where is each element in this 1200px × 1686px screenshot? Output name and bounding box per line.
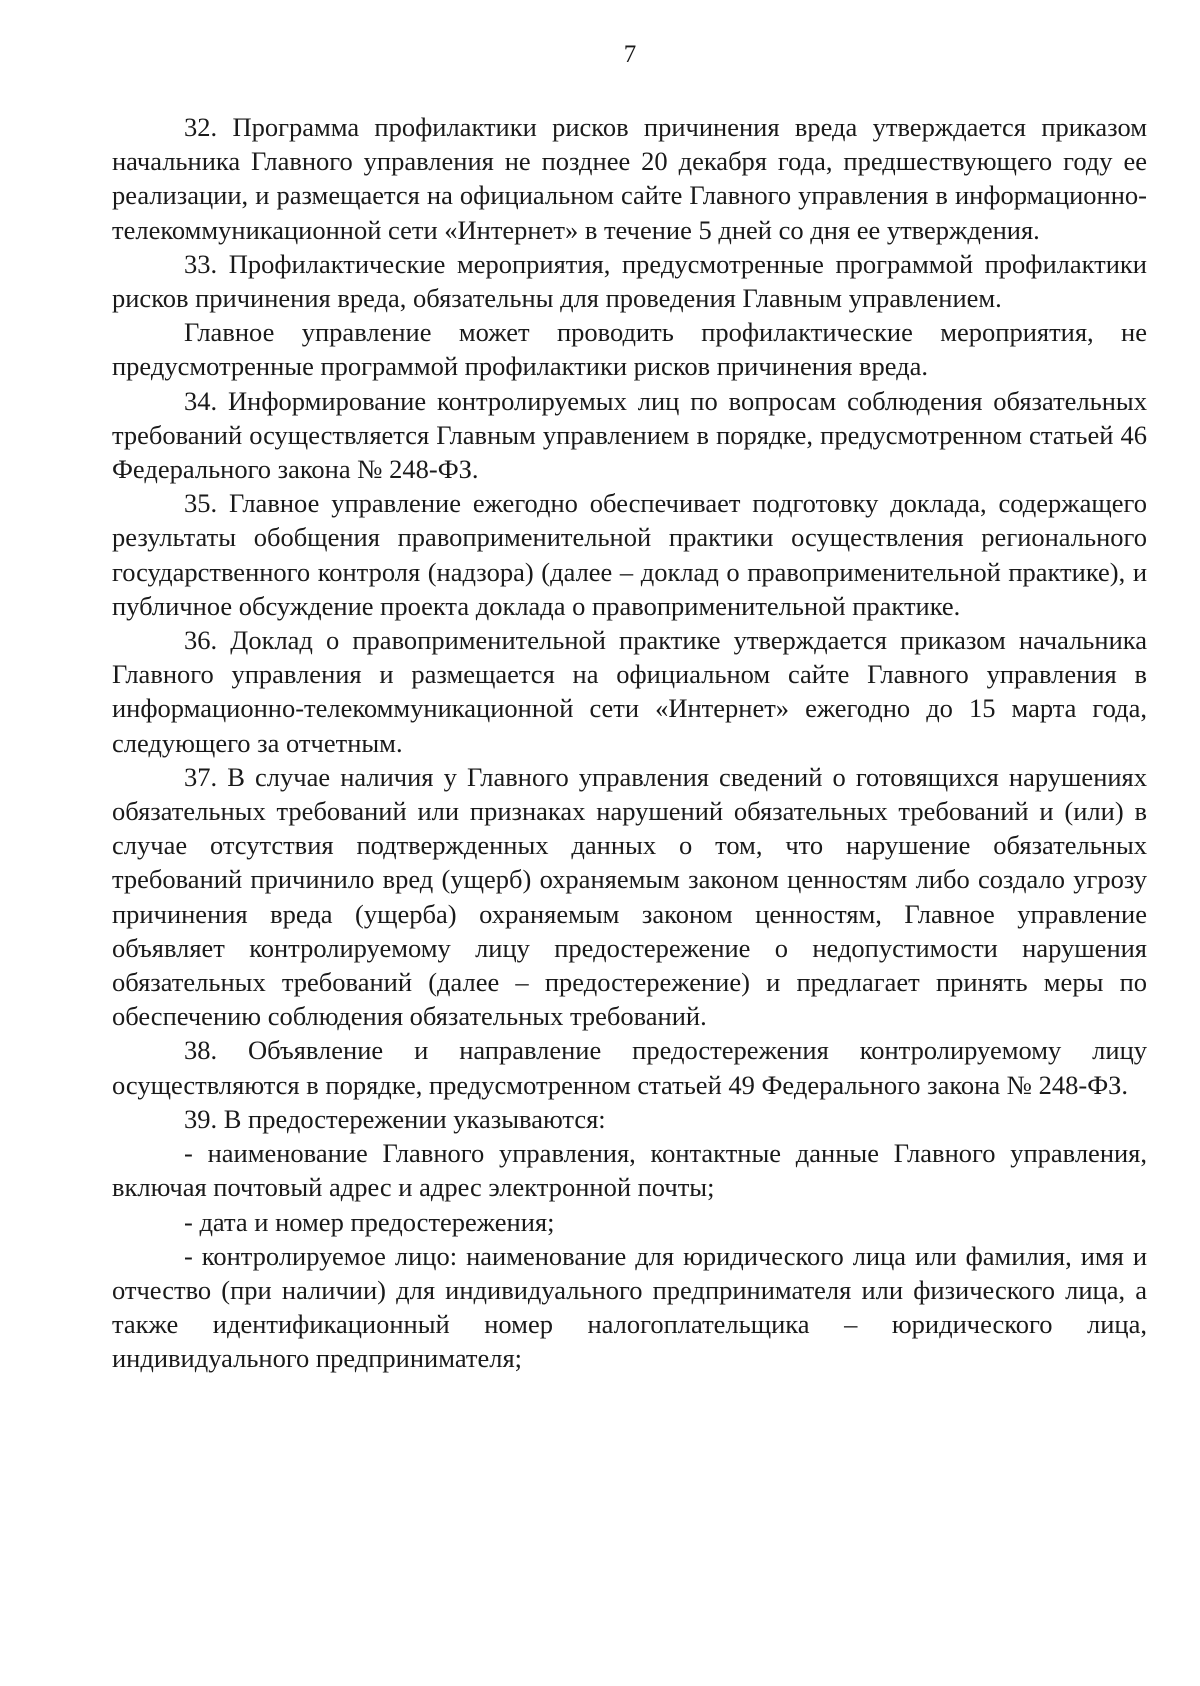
paragraph-34: 34. Информирование контролируемых лиц по вопросам соблюдения обязательных требований осуществляется Главным управлением в порядке, предусмотренном статьей 46 Федерального закона № 248-ФЗ. [112, 385, 1147, 485]
paragraph-39: 39. В предостережении указываются: [184, 1103, 606, 1134]
paragraph-35: 35. Главное управление ежегодно обеспечивает подготовку доклада, содержащего результаты обобщения правоприменительной практики осуществления регионального государственного контроля (надзора) (далее – доклад о правоприменительной практике), и публичное обсуждение проекта доклада о правоприменительной практике. [112, 488, 1147, 621]
list-item-authority: - наименование Главного управления, контактные данные Главного управления, включая почтовый адрес и адрес электронной почты; [112, 1138, 1147, 1203]
paragraph-36: 36. Доклад о правоприменительной практике утверждается приказом начальника Главного управления и размещается на официальном сайте Главного управления в информационно-телекоммуникационной сети «Интернет» ежегодно до 15 марта года, следующего за отчетным. [112, 625, 1147, 758]
document-body [112, 110, 1147, 1376]
paragraph-33: 33. Профилактические мероприятия, предусмотренные программой профилактики рисков причинения вреда, обязательны для проведения Главным управлением. [112, 248, 1147, 314]
paragraph-38: 38. Объявление и направление предостережения контролируемому лицу осуществляются в порядке, предусмотренном статьей 49 Федерального закона № 248-ФЗ. [112, 1035, 1147, 1100]
page-number: 7 [623, 41, 637, 68]
paragraph-37: 37. В случае наличия у Главного управления сведений о готовящихся нарушениях обязательных требований или признаках нарушений обязательных требований и (или) в случае отсутствия подтвержденных данных о том, что нарушение обязательных требований причинило вред (ущерб) охраняемым законом ценностям либо создало угрозу причинения вреда (ущерба) охраняемым законом ценностям, Главное управление объявляет контролируемому лицу предостережение о недопустимости нарушения обязательных требований (далее – предостережение) и предлагает принять меры по обеспечению соблюдения обязательных требований. [112, 761, 1147, 1032]
paragraph-33-note: Главное управление может проводить профилактические мероприятия, не предусмотренные программой профилактики рисков причинения вреда. [112, 317, 1147, 382]
list-item-date-number: - дата и номер предостережения; [184, 1206, 555, 1237]
paragraph-32: 32. Программа профилактики рисков причинения вреда утверждается приказом начальника Главного управления не позднее 20 декабря года, предшествующего году ее реализации, и размещается на официальном сайте Главного управления в информационно-телекоммуникационной сети «Интернет» в течение 5 дней со дня ее утверждения. [112, 112, 1147, 245]
list-item-controlled-person: - контролируемое лицо: наименование для юридического лица или фамилия, имя и отчество (при наличии) для индивидуального предпринимателя или физического лица, а также идентификационный номер налогоплательщика – юридического лица, индивидуального предпринимателя; [112, 1240, 1147, 1374]
